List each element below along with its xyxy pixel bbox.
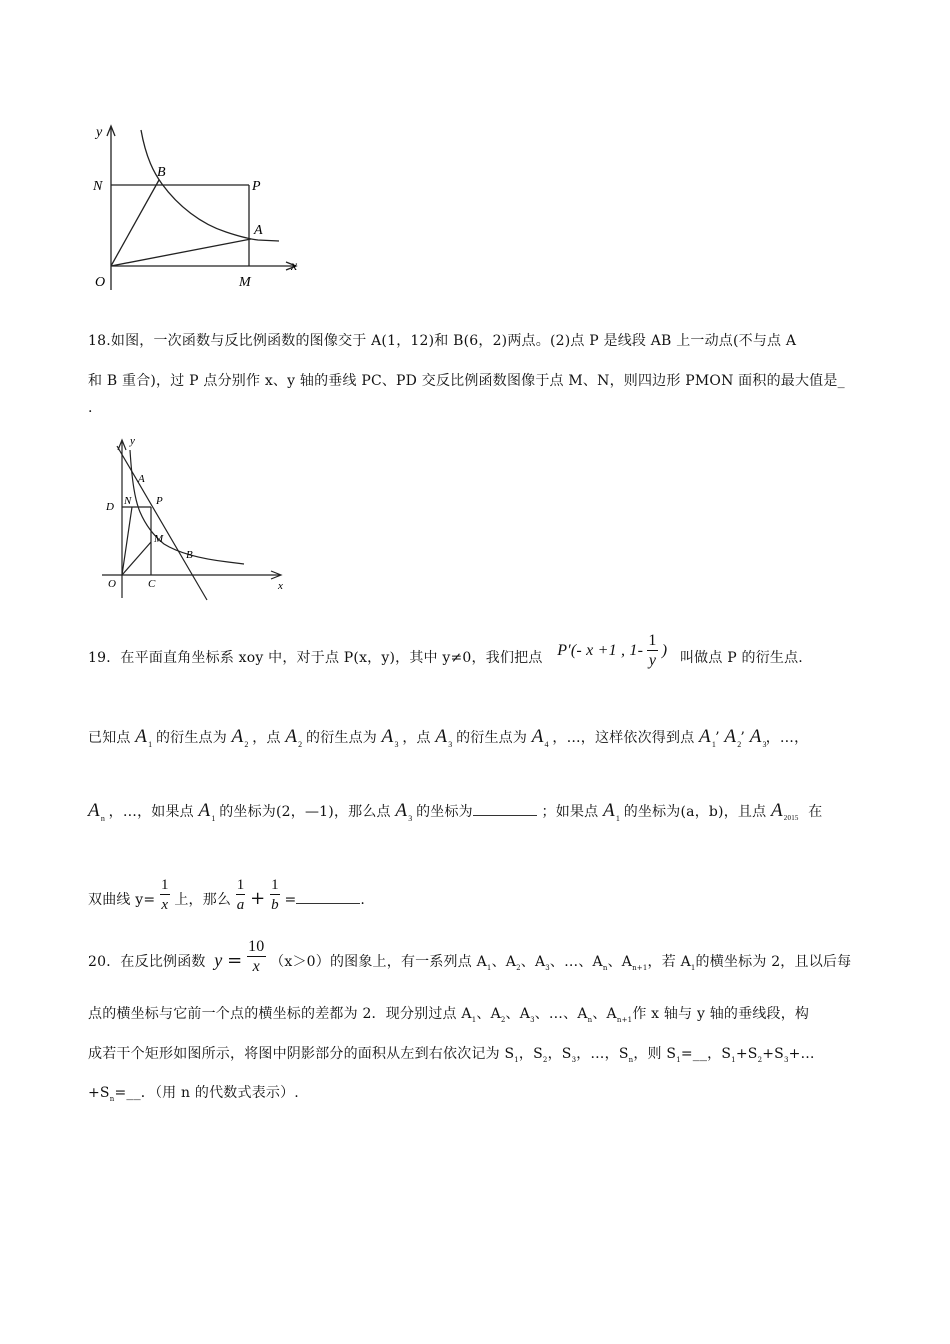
label-B: B — [157, 165, 166, 180]
label-O: O — [95, 275, 106, 290]
label-M: M — [154, 533, 164, 545]
formula-prefix: P′(- x +1 , 1- — [557, 642, 644, 660]
answer-blank — [296, 903, 360, 904]
formula-fraction: $\frac{1}{y}$ — [648, 632, 657, 669]
q20-line-4: $+S_n=\_\_$．（用 n 的代数式表示）. — [88, 1085, 299, 1103]
segment-OB — [111, 180, 159, 266]
formula-suffix: ) — [661, 642, 668, 660]
label-B: B — [186, 549, 193, 561]
label-N: N — [124, 495, 132, 507]
q19-line-4: 双曲线 y= $\frac{1}{x}$ 上，那么 $\frac{1}{a}$ + $\frac{1}{b}$ = . — [88, 877, 366, 913]
q20-line-3: 成若干个矩形如图所示，将图中阴影部分的面积从左到右依次记为 $S_1$，$S_2$，$S_3$，…，$S_n$，则 $S_1=\_\_$，$S_1+S_2+S_3+\dots$ — [88, 1046, 815, 1064]
label-N: N — [93, 179, 103, 194]
label-P: P — [252, 179, 261, 194]
label-D: D — [106, 501, 114, 513]
label-A: A — [138, 473, 145, 485]
label-y: y — [130, 435, 135, 447]
q18-line-2: 和 B 重合)，过 P 点分别作 x、y 轴的垂线 PC、PD 交反比例函数图像于点 M、N，则四边形 PMON 面积的最大值是_ — [88, 373, 845, 389]
q19-intro: 19．在平面直角坐标系 xoy 中，对于点 P(x，y)，其中 y≠0，我们把点 — [88, 649, 543, 666]
q18-line-1: 18.如图，一次函数与反比例函数的图像交于 A(1，12)和 B(6，2)两点。(2)点 P 是线段 AB 上一动点(不与点 A — [88, 333, 797, 349]
label-x: x — [291, 259, 298, 274]
figure-2-diagram — [98, 432, 294, 604]
label-A: A — [254, 223, 263, 238]
label-M: M — [239, 275, 251, 290]
figure-1-diagram — [86, 118, 306, 296]
label-y: y — [96, 125, 103, 140]
label-P: P — [156, 495, 163, 507]
q19-line-3: $A_n$ ，…，如果点 $A_1$ 的坐标为(2，—1)，那么点 $A_3$ 的坐标为 ；如果点 $A_1$ 的坐标为(a，b)，且点 $A_{2015}$ 在 — [88, 800, 823, 823]
linear-function-line — [117, 446, 207, 600]
segment-OA — [111, 239, 251, 266]
q20-line-1: 20．在反比例函数 y = $\frac{10}{x}$ （x＞0）的图象上，有一系列点 $A_1$、$A_2$、$A_3$、…、$A_n$、$A_{n+1}$，若 $A_1$的横坐标为 2，且以后每 — [88, 938, 852, 975]
answer-blank — [473, 815, 537, 816]
q19-outro: 叫做点 P 的衍生点. — [679, 649, 803, 666]
q19-line-2: 已知点 $A_1$ 的衍生点为 $A_2$ ，点 $A_2$ 的衍生点为 $A_3$ ，点 $A_3$ 的衍生点为 $A_4$ ，…，这样依次得到点 $A_1$’ $A_2$’ $A_3$，…， — [88, 726, 809, 749]
label-x: x — [278, 580, 283, 592]
q19-formula — [557, 632, 667, 671]
label-O: O — [108, 578, 116, 590]
q18-line-3: . — [88, 400, 93, 416]
label-C: C — [148, 578, 156, 590]
q20-line-2: 点的横坐标与它前一个点的横坐标的差都为 2．现分别过点 $A_1$、$A_2$、$A_3$、…、$A_n$、$A_{n+1}$作 x 轴与 y 轴的垂线段，构 — [88, 1006, 810, 1024]
q19-line-1 — [88, 632, 803, 688]
